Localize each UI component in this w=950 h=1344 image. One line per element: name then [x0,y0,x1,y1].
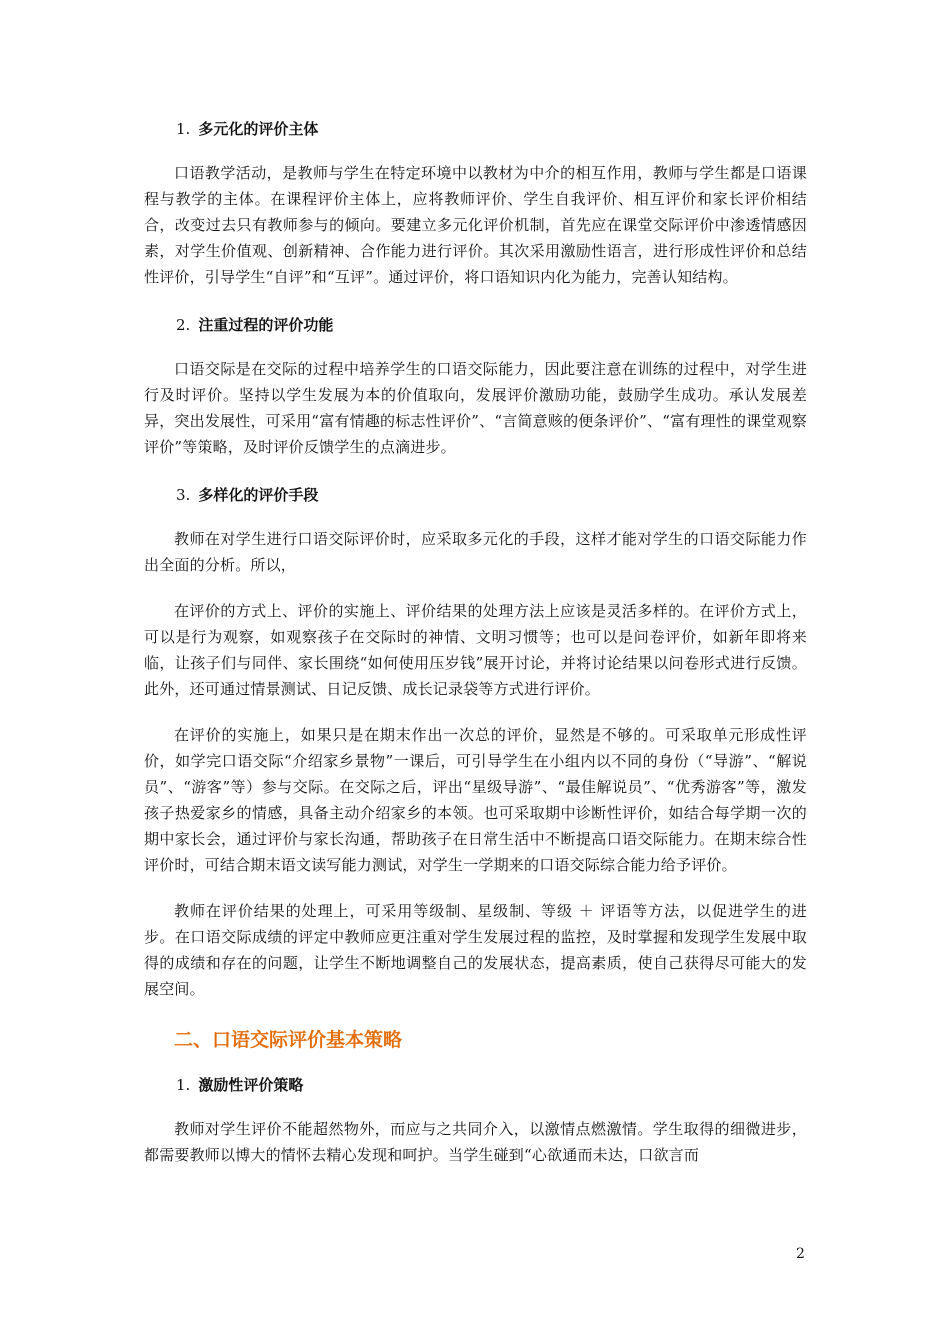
section-title: 注重过程的评价功能 [198,316,334,334]
paragraph: 教师在评价结果的处理上，可采用等级制、星级制、等级 ＋ 评语等方法，以促进学生的进步。在口语交际成绩的评定中教师应更注重对学生发展过程的监控，及时掌握和发现学生发展中取得的成绩和存在的问题，让学生不断地调整自己的发展状态，提高素质，使自己获得尽可能大的发展空间。 [144,902,807,998]
section-number: 1. [176,1076,191,1094]
paragraph: 口语交际是在交际的过程中培养学生的口语交际能力，因此要注意在训练的过程中，对学生进行及时评价。坚持以学生发展为本的价值取向，发展评价激励功能，鼓励学生成功。承认发展差异，突出发展性，可采用“富有情趣的标志性评价”、“言简意赅的便条评价”、“富有理性的课堂观察评价”等策略，及时评价反馈学生的点滴进步。 [144,360,807,456]
page-content [144,118,807,1168]
section-heading-3 [176,484,807,506]
paragraph: 口语教学活动，是教师与学生在特定环境中以教材为中介的相互作用，教师与学生都是口语课程与教学的主体。在课程评价主体上，应将教师评价、学生自我评价、相互评价和家长评价相结合，改变过去只有教师参与的倾向。要建立多元化评价机制，首先应在课堂交际评价中渗透情感因素，对学生价值观、创新精神、合作能力进行评价。其次采用激励性语言，进行形成性评价和总结性评价，引导学生“自评”和“互评”。通过评价，将口语知识内化为能力，完善认知结构。 [144,164,807,286]
paragraph: 教师在对学生进行口语交际评价时，应采取多元化的手段，这样才能对学生的口语交际能力作出全面的分析。所以， [144,530,807,574]
paragraph: 在评价的实施上，如果只是在期末作出一次总的评价，显然是不够的。可采取单元形成性评价，如学完口语交际“介绍家乡景物”一课后，可引导学生在小组内以不同的身份（“导游”、“解说员”、“游客”等）参与交际。在交际之后，评出“星级导游”、“最佳解说员”、“优秀游客”等，激发孩子热爱家乡的情感，具备主动介绍家乡的本领。也可采取期中诊断性评价，如结合每学期一次的期中家长会，通过评价与家长沟通，帮助孩子在日常生活中不断提高口语交际能力。在期末综合性评价时，可结合期末语文读写能力测试，对学生一学期来的口语交际综合能力给予评价。 [144,726,807,874]
paragraph: 在评价的方式上、评价的实施上、评价结果的处理方法上应该是灵活多样的。在评价方式上，可以是行为观察，如观察孩子在交际时的神情、文明习惯等；也可以是问卷评价，如新年即将来临，让孩子们与同伴、家长围绕“如何使用压岁钱”展开讨论，并将讨论结果以问卷形式进行反馈。此外，还可通过情景测试、日记反馈、成长记录袋等方式进行评价。 [144,602,807,698]
paragraph: 教师对学生评价不能超然物外，而应与之共同介入，以激情点燃激情。学生取得的细微进步，都需要教师以博大的情怀去精心发现和呵护。当学生碰到“心欲通而未达，口欲言而 [144,1120,807,1164]
section-title: 多样化的评价手段 [198,486,319,504]
section-title: 激励性评价策略 [198,1076,304,1094]
chapter-heading: 二、口语交际评价基本策略 [174,1029,403,1051]
section-number: 2. [176,316,191,334]
page-number: 2 [796,1246,805,1262]
section-heading-4 [176,1074,807,1096]
section-heading-1 [176,118,807,140]
section-title: 多元化的评价主体 [198,120,319,138]
section-number: 3. [176,486,191,504]
section-heading-2 [176,314,807,336]
section-number: 1. [176,120,191,138]
